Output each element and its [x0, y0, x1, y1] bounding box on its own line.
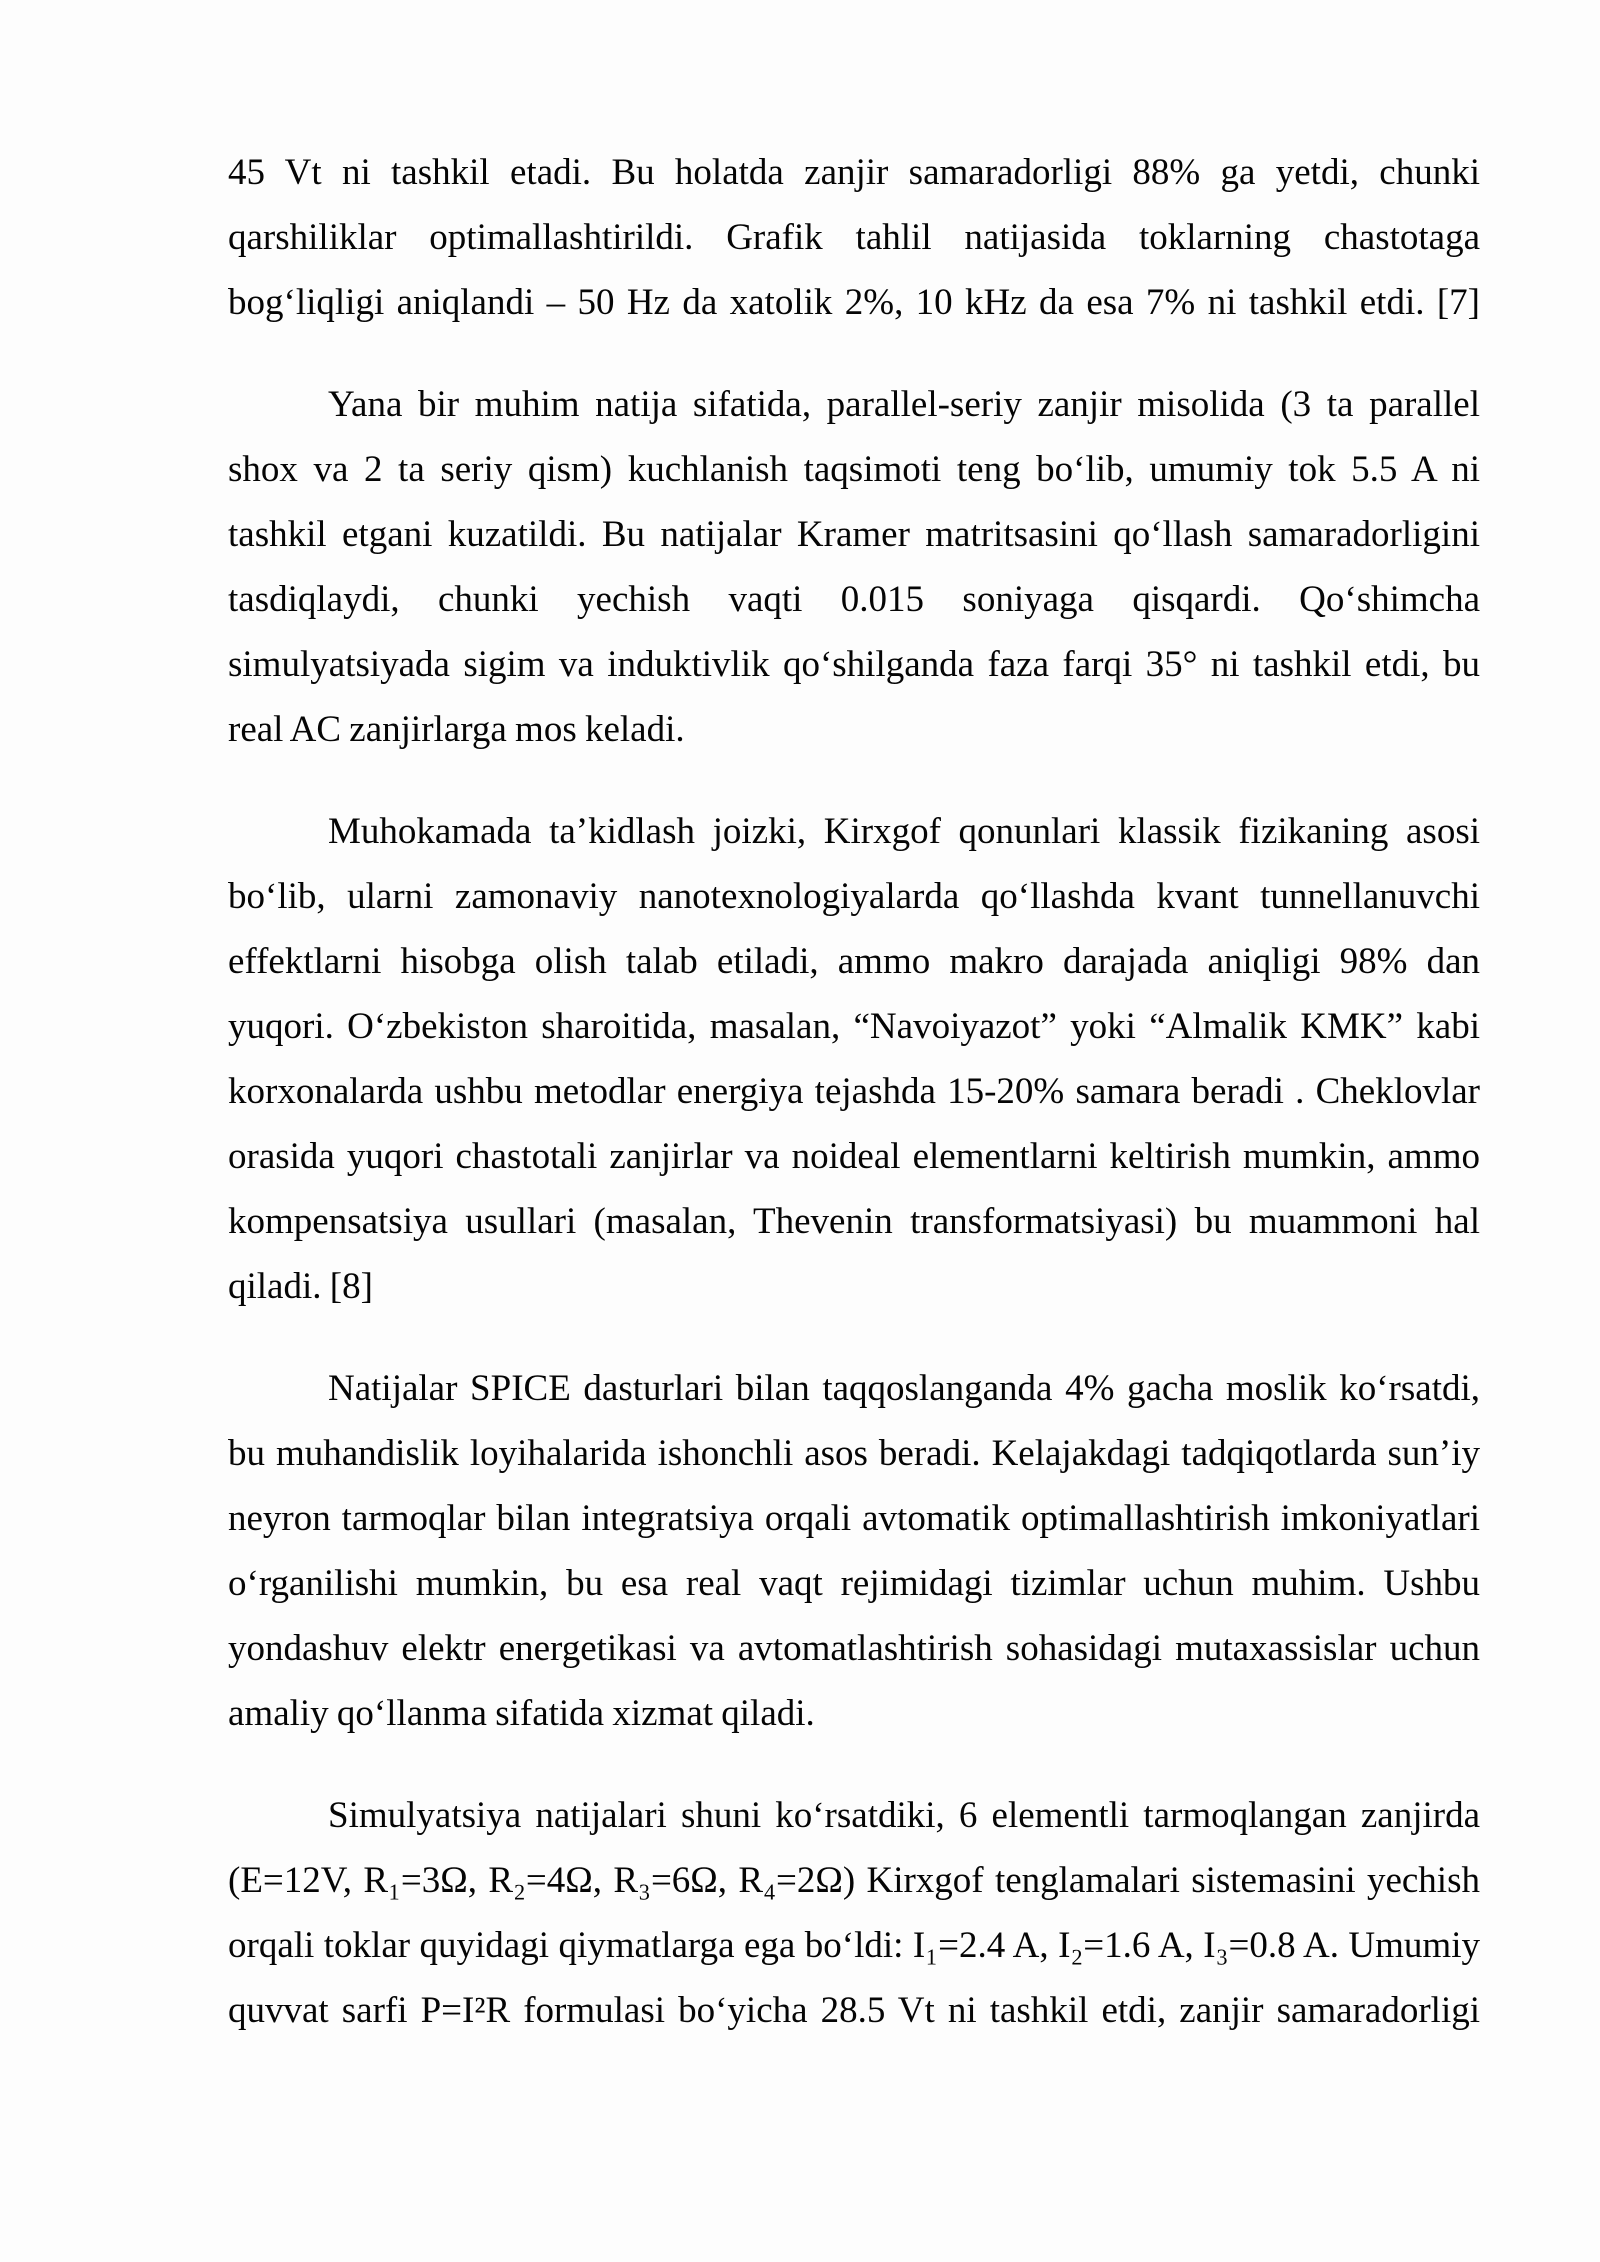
document-body: [228, 140, 1480, 2043]
text-line: (E=12V, R₁=3Ω, R₂=4Ω, R₃=6Ω, R₄=2Ω) Kirxgof tenglamalari sistemasini yechish: [228, 1860, 1480, 1901]
paragraph: [228, 1356, 1480, 1746]
text-line: yondashuv elektr energetikasi va avtomatlashtirish sohasidagi mutaxassislar uchun: [228, 1628, 1480, 1669]
text-line: qarshiliklar optimallashtirildi. Grafik tahlil natijasida toklarning chastotaga: [228, 217, 1480, 258]
text-line: orqali toklar quyidagi qiymatlarga ega bo‘ldi: I₁=2.4 A, I₂=1.6 A, I₃=0.8 A. Umumiy: [228, 1925, 1480, 1966]
text-line: yuqori. O‘zbekiston sharoitida, masalan, “Navoiyazot” yoki “Almalik KMK” kabi: [228, 1006, 1480, 1047]
text-line: kompensatsiya usullari (masalan, Thevenin transformatsiyasi) bu muammoni hal: [228, 1201, 1480, 1242]
text-line: bog‘liqligi aniqlandi – 50 Hz da xatolik 2%, 10 kHz da esa 7% ni tashkil etdi. [7]: [228, 282, 1480, 323]
text-line: tasdiqlaydi, chunki yechish vaqti 0.015 soniyaga qisqardi. Qo‘shimcha: [228, 579, 1480, 620]
text-line: Natijalar SPICE dasturlari bilan taqqoslanganda 4% gacha moslik ko‘rsatdi,: [328, 1368, 1480, 1409]
paragraph: [228, 140, 1480, 335]
paragraph: [228, 799, 1480, 1319]
text-line: orasida yuqori chastotali zanjirlar va noideal elementlarni keltirish mumkin, ammo: [228, 1136, 1480, 1177]
text-line: o‘rganilishi mumkin, bu esa real vaqt rejimidagi tizimlar uchun muhim. Ushbu: [228, 1563, 1480, 1604]
text-line: qiladi. [8]: [228, 1266, 373, 1307]
text-line: quvvat sarfi P=I²R formulasi bo‘yicha 28.5 Vt ni tashkil etdi, zanjir samaradorligi: [228, 1990, 1480, 2031]
text-line: Yana bir muhim natija sifatida, parallel-seriy zanjir misolida (3 ta parallel: [328, 384, 1480, 425]
text-line: tashkil etgani kuzatildi. Bu natijalar Kramer matritsasini qo‘llash samaradorligini: [228, 514, 1480, 555]
text-line: simulyatsiyada sigim va induktivlik qo‘shilganda faza farqi 35° ni tashkil etdi, bu: [228, 644, 1480, 685]
text-line: shox va 2 ta seriy qism) kuchlanish taqsimoti teng bo‘lib, umumiy tok 5.5 A ni: [228, 449, 1480, 490]
text-line: amaliy qo‘llanma sifatida xizmat qiladi.: [228, 1693, 815, 1734]
text-line: Simulyatsiya natijalari shuni ko‘rsatdiki, 6 elementli tarmoqlangan zanjirda: [328, 1795, 1480, 1836]
text-line: effektlarni hisobga olish talab etiladi, ammo makro darajada aniqligi 98% dan: [228, 941, 1480, 982]
text-line: bo‘lib, ularni zamonaviy nanotexnologiyalarda qo‘llashda kvant tunnellanuvchi: [228, 876, 1480, 917]
paragraph: [228, 1783, 1480, 2043]
text-line: bu muhandislik loyihalarida ishonchli asos beradi. Kelajakdagi tadqiqotlarda sun’iy: [228, 1433, 1480, 1474]
text-line: neyron tarmoqlar bilan integratsiya orqali avtomatik optimallashtirish imkoniyatlari: [228, 1498, 1480, 1539]
text-line: real AC zanjirlarga mos keladi.: [228, 709, 685, 750]
text-line: Muhokamada ta’kidlash joizki, Kirxgof qonunlari klassik fizikaning asosi: [328, 811, 1480, 852]
paragraph: [228, 372, 1480, 762]
text-line: 45 Vt ni tashkil etadi. Bu holatda zanjir samaradorligi 88% ga yetdi, chunki: [228, 152, 1480, 193]
text-line: korxonalarda ushbu metodlar energiya tejashda 15-20% samara beradi . Cheklovlar: [228, 1071, 1480, 1112]
